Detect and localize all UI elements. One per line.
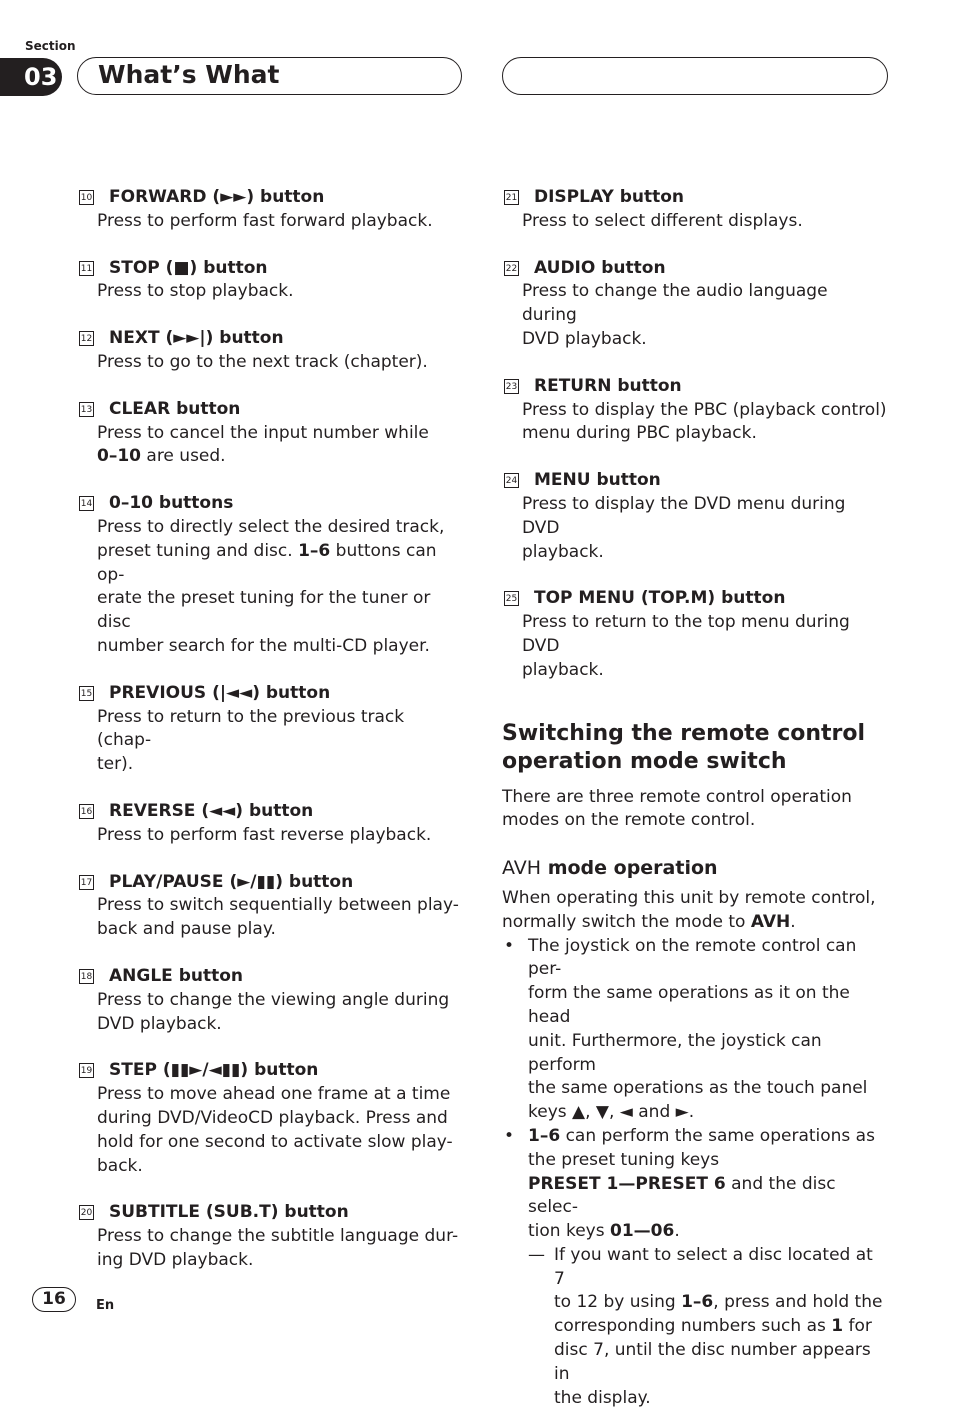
item-description-line: Press to switch sequentially between play- xyxy=(97,895,459,916)
item-description-line: DVD playback. xyxy=(97,1013,222,1034)
item-description-line: during DVD/VideoCD playback. Press and xyxy=(97,1107,448,1128)
item-number-box: 23 xyxy=(504,379,519,394)
item-heading xyxy=(502,469,887,493)
button-description-item xyxy=(77,492,462,659)
button-description-item xyxy=(77,398,462,469)
section-title-box-empty xyxy=(502,57,888,95)
item-description xyxy=(502,399,887,447)
item-description xyxy=(77,1083,462,1178)
item-description xyxy=(77,210,462,234)
button-description-item xyxy=(77,186,462,234)
item-description-line: Press to display the PBC (playback control) xyxy=(522,399,887,420)
item-heading xyxy=(77,871,462,895)
button-description-item xyxy=(502,186,887,234)
item-heading xyxy=(502,186,887,210)
bullet2-line1 xyxy=(528,1125,887,1149)
bullet1-line: form the same operations as it on the head xyxy=(528,983,850,1027)
item-description-line: menu during PBC playback. xyxy=(522,423,757,444)
item-heading xyxy=(502,257,887,281)
item-description-line: hold for one second to activate slow play- xyxy=(97,1131,453,1152)
item-description xyxy=(77,989,462,1037)
item-title: 0–10 buttons xyxy=(109,493,234,514)
switching-heading xyxy=(502,720,887,776)
button-description-item xyxy=(502,375,887,446)
item-title: MENU button xyxy=(534,470,661,491)
bullet1-line: keys ▲, ▼, ◄ and ►. xyxy=(528,1102,695,1123)
dash-line3 xyxy=(554,1315,887,1339)
dash-line4: disc 7, until the disc number appears in xyxy=(554,1340,871,1384)
item-number-box: 18 xyxy=(79,969,94,984)
dash-line3-b: 1 xyxy=(831,1316,844,1337)
item-title: DISPLAY button xyxy=(534,187,685,207)
bullet2-line4-a: tion keys xyxy=(528,1221,610,1242)
item-title: SUBTITLE (SUB.T) button xyxy=(109,1202,349,1223)
bullet-mark: • xyxy=(504,1125,515,1146)
item-title: RETURN button xyxy=(534,375,682,396)
item-number-box: 20 xyxy=(79,1205,94,1220)
item-title: STOP (■) button xyxy=(109,257,268,278)
avh-p1-line1: When operating this unit by remote control, xyxy=(502,887,876,908)
item-heading xyxy=(77,965,462,989)
item-heading xyxy=(502,587,887,611)
bullet2-line4-b: 01—06 xyxy=(610,1221,675,1242)
item-title: CLEAR button xyxy=(109,398,241,419)
item-number-box: 14 xyxy=(79,496,94,511)
item-description-line: 0–10 are used. xyxy=(97,446,226,467)
item-description xyxy=(502,210,887,234)
bullet2-line2: the preset tuning keys xyxy=(528,1149,720,1170)
avh-mode-heading xyxy=(502,857,887,881)
item-description-line: Press to change the viewing angle during xyxy=(97,989,450,1010)
item-description-line: Press to stop playback. xyxy=(97,281,294,302)
item-description xyxy=(77,280,462,304)
item-description-line: Press to perform fast reverse playback. xyxy=(97,824,432,845)
avh-p1-line2-b: AVH xyxy=(750,911,791,932)
button-description-item xyxy=(77,257,462,305)
item-number-box: 10 xyxy=(79,190,94,205)
switching-heading-line2: operation mode switch xyxy=(502,748,787,774)
item-description xyxy=(502,493,887,564)
item-number-box: 13 xyxy=(79,402,94,417)
item-heading xyxy=(77,800,462,824)
item-number-box: 17 xyxy=(79,875,94,890)
item-heading xyxy=(77,186,462,210)
page-number: 16 xyxy=(32,1287,76,1312)
button-description-item xyxy=(77,327,462,375)
bullet2-line4-c: . xyxy=(674,1221,680,1242)
item-number-box: 25 xyxy=(504,591,519,606)
button-description-item xyxy=(502,469,887,564)
bullet2-line1-b: can perform the same operations as xyxy=(560,1125,875,1146)
item-heading xyxy=(77,398,462,422)
item-description-line: Press to change the audio language during xyxy=(522,281,828,326)
item-description-line: number search for the multi-CD player. xyxy=(97,635,430,656)
item-description-line: Press to select different displays. xyxy=(522,210,803,231)
item-heading xyxy=(77,327,462,351)
button-description-item xyxy=(77,871,462,942)
bullet2-line3-b: and the disc selec- xyxy=(528,1173,836,1218)
page-title: What’s What xyxy=(98,60,280,89)
item-description xyxy=(77,351,462,375)
item-title: NEXT (►►|) button xyxy=(109,328,284,349)
avh-p1-line2-c: . xyxy=(790,911,796,932)
button-description-item xyxy=(77,682,462,777)
item-description-line: Press to perform fast forward playback. xyxy=(97,210,433,231)
button-description-item xyxy=(502,257,887,352)
button-description-item xyxy=(502,587,887,682)
item-description xyxy=(77,824,462,848)
item-description-line: Press to return to the top menu during DVD xyxy=(522,612,850,656)
button-description-item xyxy=(77,965,462,1036)
item-title: FORWARD (►►) button xyxy=(109,187,325,207)
item-heading xyxy=(77,492,462,516)
item-number-box: 24 xyxy=(504,473,519,488)
item-number-box: 19 xyxy=(79,1063,94,1078)
item-description-line: Press to move ahead one frame at a time xyxy=(97,1084,451,1105)
item-description-line: back. xyxy=(97,1155,143,1176)
item-description-line: Press to directly select the desired track, xyxy=(97,516,445,537)
switching-heading-line1: Switching the remote control xyxy=(502,720,866,746)
switching-intro-line1: There are three remote control operation xyxy=(502,786,852,807)
right-column xyxy=(502,186,887,1410)
bullet2-line1-a: 1–6 xyxy=(528,1125,561,1146)
item-title: PLAY/PAUSE (►/▮▮) button xyxy=(109,871,354,892)
button-description-item xyxy=(77,1201,462,1272)
item-description xyxy=(77,516,462,659)
section-title-box xyxy=(77,57,462,95)
button-description-item xyxy=(77,1059,462,1178)
dash-line2 xyxy=(554,1291,887,1315)
bullet-joystick xyxy=(502,935,887,1125)
dash-line2-b: 1–6 xyxy=(681,1292,714,1313)
dash-line3-a: corresponding numbers such as xyxy=(554,1316,832,1337)
switching-intro-line2: modes on the remote control. xyxy=(502,810,756,831)
item-title: REVERSE (◄◄) button xyxy=(109,800,314,821)
item-number-box: 22 xyxy=(504,261,519,276)
item-description xyxy=(77,422,462,470)
item-description-line: preset tuning and disc. 1–6 buttons can op- xyxy=(97,540,437,585)
item-title: STEP (▮▮►/◄▮▮) button xyxy=(109,1060,319,1081)
section-number-tab: 03 xyxy=(0,58,62,96)
dash-note xyxy=(528,1244,887,1410)
item-title: TOP MENU (TOP.M) button xyxy=(534,588,786,609)
item-description-line: playback. xyxy=(522,541,604,562)
dash-line5: the display. xyxy=(554,1387,651,1408)
bullet1-line: The joystick on the remote control can per- xyxy=(528,935,857,980)
bullet-mark: • xyxy=(504,935,515,956)
switching-intro xyxy=(502,786,887,834)
item-number-box: 11 xyxy=(79,261,94,276)
item-description xyxy=(77,706,462,777)
item-description-line: back and pause play. xyxy=(97,919,276,940)
avh-p1-line2-a: normally switch the mode to xyxy=(502,911,751,932)
item-number-box: 21 xyxy=(504,190,519,205)
avh-p1-line2 xyxy=(502,911,887,935)
item-description-line: DVD playback. xyxy=(522,328,647,349)
dash-line2-a: to 12 by using xyxy=(554,1292,682,1313)
item-description xyxy=(77,894,462,942)
item-heading xyxy=(502,375,887,399)
item-description-line: ing DVD playback. xyxy=(97,1249,254,1270)
item-heading xyxy=(77,257,462,281)
item-description-line: Press to go to the next track (chapter). xyxy=(97,351,428,372)
item-title: ANGLE button xyxy=(109,965,244,986)
item-description-line: Press to display the DVD menu during DVD xyxy=(522,493,846,538)
right-item-list xyxy=(502,186,887,683)
dash-mark: — xyxy=(528,1244,545,1265)
item-title: PREVIOUS (|◄◄) button xyxy=(109,682,331,703)
item-title: AUDIO button xyxy=(534,257,666,278)
item-description-line: ter). xyxy=(97,754,134,775)
bullet1-line: unit. Furthermore, the joystick can perform xyxy=(528,1030,822,1075)
left-column xyxy=(77,186,462,1296)
item-number-box: 15 xyxy=(79,686,94,701)
item-description xyxy=(77,1225,462,1273)
item-description-line: erate the preset tuning for the tuner or disc xyxy=(97,588,431,633)
language-label: En xyxy=(96,1298,115,1313)
item-description xyxy=(502,280,887,351)
item-description-line: Press to return to the previous track (chap- xyxy=(97,706,405,751)
button-description-item xyxy=(77,800,462,848)
item-number-box: 16 xyxy=(79,804,94,819)
bullet2-line3-a: PRESET 1—PRESET 6 xyxy=(528,1173,726,1194)
item-heading xyxy=(77,1201,462,1225)
avh-heading-bold: mode operation xyxy=(541,857,718,880)
dash-line2-c: , press and hold the xyxy=(713,1292,883,1313)
item-description-line: Press to change the subtitle language dur- xyxy=(97,1226,459,1247)
bullet2-line4 xyxy=(528,1220,887,1244)
dash-line1: If you want to select a disc located at 7 xyxy=(554,1244,873,1289)
dash-line3-c: for xyxy=(843,1316,872,1337)
item-description-line: Press to cancel the input number while xyxy=(97,422,429,443)
item-heading xyxy=(77,1059,462,1083)
avh-paragraph xyxy=(502,887,887,935)
item-description-line: playback. xyxy=(522,659,604,680)
section-label: Section xyxy=(25,39,76,53)
avh-heading-plain: AVH xyxy=(502,857,542,880)
item-heading xyxy=(77,682,462,706)
item-number-box: 12 xyxy=(79,331,94,346)
bullet1-line: the same operations as the touch panel xyxy=(528,1078,868,1099)
item-description xyxy=(502,611,887,682)
bullet2-line3 xyxy=(528,1173,887,1221)
bullet-preset-keys xyxy=(502,1125,887,1410)
